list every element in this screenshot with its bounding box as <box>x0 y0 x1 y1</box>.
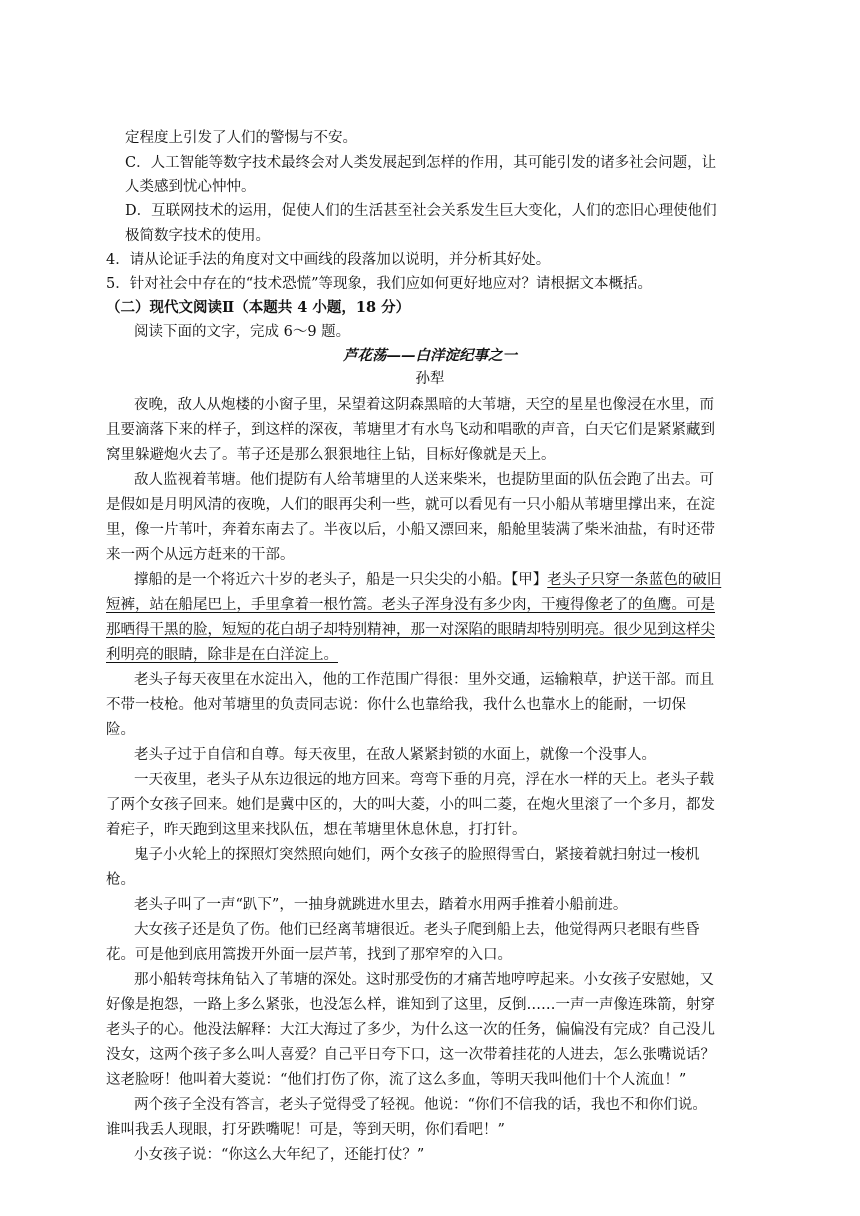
body-line: 是假如是月明风清的夜晚，人们的眼再尖利一些，就可以看见有一只小船从苇塘里撑出来，在淀 <box>106 497 715 513</box>
body-line: 窝里躲避炮火去了。苇子还是那么狠狠地往上钻，目标好像就是天上。 <box>106 447 556 463</box>
body-line: 老头子过于自信和自尊。每天夜里，在敌人紧紧封锁的水面上，就像一个没事人。 <box>134 747 656 763</box>
question-5: 5．针对社会中存在的“技术恐慌”等现象，我们应如何更好地应对？请根据文本概括。 <box>106 276 653 292</box>
body-line: 了两个女孩子回来。她们是冀中区的，大的叫大菱，小的叫二菱，在炮火里滚了一个多月，都发 <box>106 797 715 813</box>
section-instruction: 阅读下面的文字，完成 6～9 题。 <box>134 324 351 340</box>
body-line: 两个孩子全没有答言，老头子觉得受了轻视。他说：“你们不信我的话，我也不和你们说。 <box>134 1097 707 1113</box>
body-line: 大女孩子还是负了伤。他们已经离苇塘很近。老头子爬到船上去，他觉得两只老眼有些昏 <box>134 922 700 938</box>
body-line: 那小船转弯抹角钻入了苇塘的深处。这时那受伤的才痛苦地哼哼起来。小女孩子安慰她，又 <box>134 972 714 988</box>
body-line: 枪。 <box>106 872 135 888</box>
body-line: 小女孩子说：“你这么大年纪了，还能打仗？” <box>134 1147 425 1163</box>
body-line: 一天夜里，老头子从东边很远的地方回来。弯弯下垂的月亮，浮在水一样的天上。老头子载 <box>134 772 714 788</box>
body-line: 且要滴落下来的样子，到这样的深夜，苇塘里才有水鸟飞动和唱歌的声音，白天它们是紧紧藏到 <box>106 422 715 438</box>
body-line: 这老脸呀！他叫着大菱说：“他们打伤了你，流了这么多血，等明天我叫他们十个人流血！” <box>106 1072 687 1088</box>
body-line: 好像是抱怨，一路上多么紧张，也没怎么样，谁知到了这里，反倒……一声一声像连珠箭，射穿 <box>106 997 715 1013</box>
option-b-continuation: 定程度上引发了人们的警惕与不安。 <box>125 130 357 146</box>
question-4: 4．请从论证手法的角度对文中画线的段落加以说明，并分析其好处。 <box>106 252 551 268</box>
option-c: C．人工智能等数字技术最终会对人类发展起到怎样的作用，其可能引发的诸多社会问题，让 <box>125 155 717 171</box>
option-c-continuation: 人类感到忧心忡忡。 <box>125 179 256 195</box>
option-d: D．互联网技术的运用，促使人们的生活甚至社会关系发生巨大变化，人们的恋旧心理使他们 <box>125 203 717 219</box>
body-line: 险。 <box>106 722 135 738</box>
article-author: 孙犁 <box>415 371 445 387</box>
body-line: 着疟子，昨天跑到这里来找队伍，想在苇塘里休息休息，打打针。 <box>106 822 527 838</box>
body-line: 老头子每天夜里在水淀出入，他的工作范围广得很：里外交通，运输粮草，护送干部。而且 <box>134 672 714 688</box>
body-line: 鬼子小火轮上的探照灯突然照向她们，两个女孩子的脸照得雪白，紧接着就扫射过一梭机 <box>134 847 700 863</box>
body-line: 不带一枝枪。他对苇塘里的负责同志说：你什么也靠给我，我什么也靠水上的能耐，一切保 <box>106 697 686 713</box>
option-d-continuation: 极简数字技术的使用。 <box>125 228 270 244</box>
underlined-passage: 利明亮的眼睛，除非是在白洋淀上。 <box>106 647 338 663</box>
body-line: 里，像一片苇叶，奔着东南去了。半夜以后，小船又漂回来，船舱里装满了柴米油盐，有时还带 <box>106 522 715 538</box>
section-heading: （二）现代文阅读Ⅱ（本题共 4 小题，18 分） <box>106 299 411 316</box>
body-line-text: 撑船的是一个将近六十岁的老头子，船是一只尖尖的小船。【甲】 <box>134 572 548 588</box>
underlined-passage: 短裤，站在船尾巴上，手里拿着一根竹篙。老头子浑身没有多少肉，干瘦得像老了的鱼鹰。可是 <box>106 597 715 613</box>
body-line: 敌人监视着苇塘。他们提防有人给苇塘里的人送来柴米，也提防里面的队伍会跑了出去。可 <box>134 472 714 488</box>
body-line: 没女，这两个孩子多么叫人喜爱？自己平日夸下口，这一次带着挂花的人进去，怎么张嘴说话？ <box>106 1047 715 1063</box>
underlined-passage: 老头子只穿一条蓝色的破旧 <box>547 572 722 588</box>
body-line <box>134 569 721 591</box>
underlined-passage: 那晒得干黑的脸，短短的花白胡子却特别精神，那一对深陷的眼睛却特别明亮。很少见到这样尖 <box>106 622 715 638</box>
body-line: 老头子的心。他没法解释：大江大海过了多少，为什么这一次的任务，偏偏没有完成？自己没儿 <box>106 1022 715 1038</box>
article-title: 芦花荡——白洋淀纪事之一 <box>343 347 517 364</box>
body-line: 夜晚，敌人从炮楼的小窗子里，呆望着这阴森黑暗的大苇塘，天空的星星也像浸在水里，而 <box>134 397 714 413</box>
body-line: 老头子叫了一声“趴下”，一抽身就跳进水里去，踏着水用两手推着小船前进。 <box>134 897 628 913</box>
body-line: 花。可是他到底用篙拨开外面一层芦苇，找到了那窄窄的入口。 <box>106 947 512 963</box>
body-line: 来一两个从远方赶来的干部。 <box>106 547 295 563</box>
body-line: 谁叫我丢人现眼，打牙跌嘴呢！可是，等到天明，你们看吧！” <box>106 1122 505 1138</box>
